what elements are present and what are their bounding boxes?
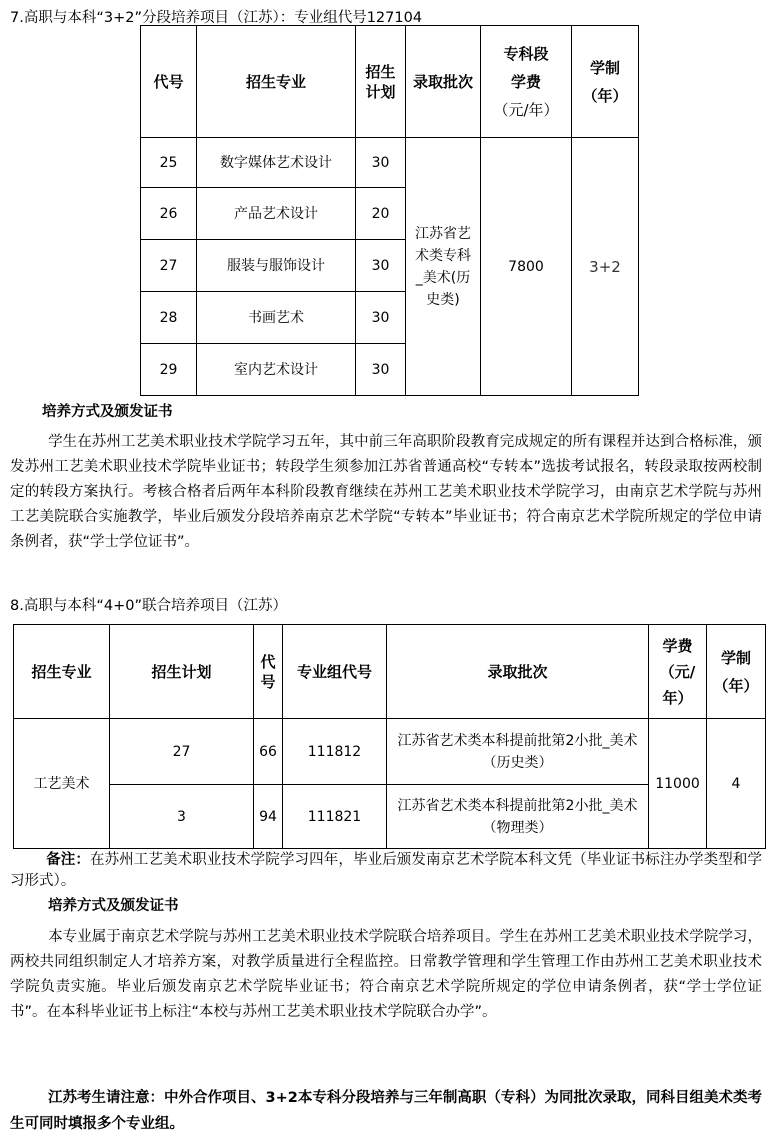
row-code: 26 (141, 188, 197, 240)
row-major: 服装与服饰设计 (197, 240, 356, 292)
header-fee-line2: 学费 (510, 72, 541, 91)
row-plan: 20 (356, 188, 406, 240)
row-plan: 30 (356, 292, 406, 344)
batch-cell: 江苏省艺术类专科_美术(历史类) (406, 138, 481, 396)
row-code: 27 (141, 240, 197, 292)
header-years-line1: 学制 (720, 648, 751, 667)
header-major: 招生专业 (197, 26, 356, 138)
section8-table (13, 624, 766, 849)
section8-training-heading: 培养方式及颁发证书 (48, 898, 179, 914)
header-years-line1: 学制 (589, 58, 620, 77)
header-fee-line1: 学费 (662, 636, 693, 655)
row-code: 66 (254, 719, 283, 785)
notice-text: 江苏考生请注意：中外合作项目、3+2本专科分段培养与三年制高职（专科）为同批次录取，同科目组美术类考生可同时填报多个专业组。 (10, 1090, 762, 1132)
header-years-line2: （年） (713, 676, 759, 695)
header-group: 专业组代号 (283, 625, 387, 719)
header-code: 代号 (141, 26, 197, 138)
section7-training-text: 学生在苏州工艺美术职业技术学院学习五年，其中前三年高职阶段教育完成规定的所有课程并达到合格标准，颁发苏州工艺美术职业技术学院毕业证书；转段学生须参加江苏省普通高校“专转本”选拔考试报名，转段录取按两校制定的转段方案执行。考核合格者后两年本科阶段教育继续在苏州工艺美术职业技术学院学习，由南京艺术学院与苏州工艺美院联合实施教学，毕业后颁发分段培养南京艺术学院“专转本”毕业证书；符合南京艺术学院所规定的学位申请条例者，获“学士学位证书”。 (10, 434, 762, 550)
row-major: 室内艺术设计 (197, 344, 356, 396)
header-batch: 录取批次 (406, 26, 481, 138)
note-text: 在苏州工艺美术职业技术学院学习四年，毕业后颁发南京艺术学院本科文凭（毕业证书标注办学类型和学习形式）。 (10, 852, 762, 889)
row-batch: 江苏省艺术类本科提前批第2小批_美术（历史类） (387, 719, 649, 785)
row-plan: 27 (110, 719, 254, 785)
section8-training-text: 本专业属于南京艺术学院与苏州工艺美术职业技术学院联合培养项目。学生在苏州工艺美术职业技术学院学习，两校共同组织制定人才培养方案，对教学质量进行全程监控。日常教学管理和学生管理工作由苏州工艺美术职业技术学院负责实施。毕业后颁发南京艺术学院毕业证书；符合南京艺术学院所规定的学位申请条例者，获“学士学位证书”。在本科毕业证书上标注“本校与苏州工艺美术职业技术学院联合办学”。 (10, 929, 762, 1020)
table-row (14, 719, 766, 785)
row-code: 28 (141, 292, 197, 344)
row-plan: 30 (356, 138, 406, 188)
header-plan: 招生计划 (110, 625, 254, 719)
row-plan: 30 (356, 240, 406, 292)
header-fee-line3: （元/年） (493, 100, 559, 119)
header-plan: 招生计划 (356, 26, 406, 138)
row-major: 书画艺术 (197, 292, 356, 344)
years-cell: 4 (707, 719, 766, 849)
header-code: 代号 (254, 625, 283, 719)
section7-table (140, 25, 639, 396)
row-major: 产品艺术设计 (197, 188, 356, 240)
fee-cell: 11000 (649, 719, 707, 849)
notice-paragraph (10, 1085, 762, 1137)
section8-training-paragraph (10, 925, 762, 1025)
header-years (707, 625, 766, 719)
section7-training-heading: 培养方式及颁发证书 (42, 404, 173, 420)
years-cell: 3+2 (572, 138, 639, 396)
row-code: 25 (141, 138, 197, 188)
header-years-line2: （年） (582, 86, 628, 105)
header-fee (649, 625, 707, 719)
section7-title: 7.高职与本科“3+2”分段培养项目（江苏）：专业组代号127104 (10, 10, 423, 26)
header-fee (481, 26, 572, 138)
section8-title: 8.高职与本科“4+0”联合培养项目（江苏） (10, 598, 287, 614)
row-group: 111812 (283, 719, 387, 785)
row-major: 数字媒体艺术设计 (197, 138, 356, 188)
header-years (572, 26, 639, 138)
row-batch: 江苏省艺术类本科提前批第2小批_美术（物理类） (387, 785, 649, 849)
fee-cell: 7800 (481, 138, 572, 396)
table-row (141, 138, 639, 188)
section7-training-paragraph (10, 430, 762, 555)
row-plan: 3 (110, 785, 254, 849)
header-fee-line1: 专科段 (503, 44, 549, 63)
row-group: 111821 (283, 785, 387, 849)
major-cell: 工艺美术 (14, 719, 110, 849)
header-major: 招生专业 (14, 625, 110, 719)
header-fee-line2: （元/年） (659, 662, 696, 707)
section8-note (10, 850, 762, 892)
note-label: 备注： (46, 852, 90, 868)
row-code: 94 (254, 785, 283, 849)
row-code: 29 (141, 344, 197, 396)
header-batch: 录取批次 (387, 625, 649, 719)
row-plan: 30 (356, 344, 406, 396)
